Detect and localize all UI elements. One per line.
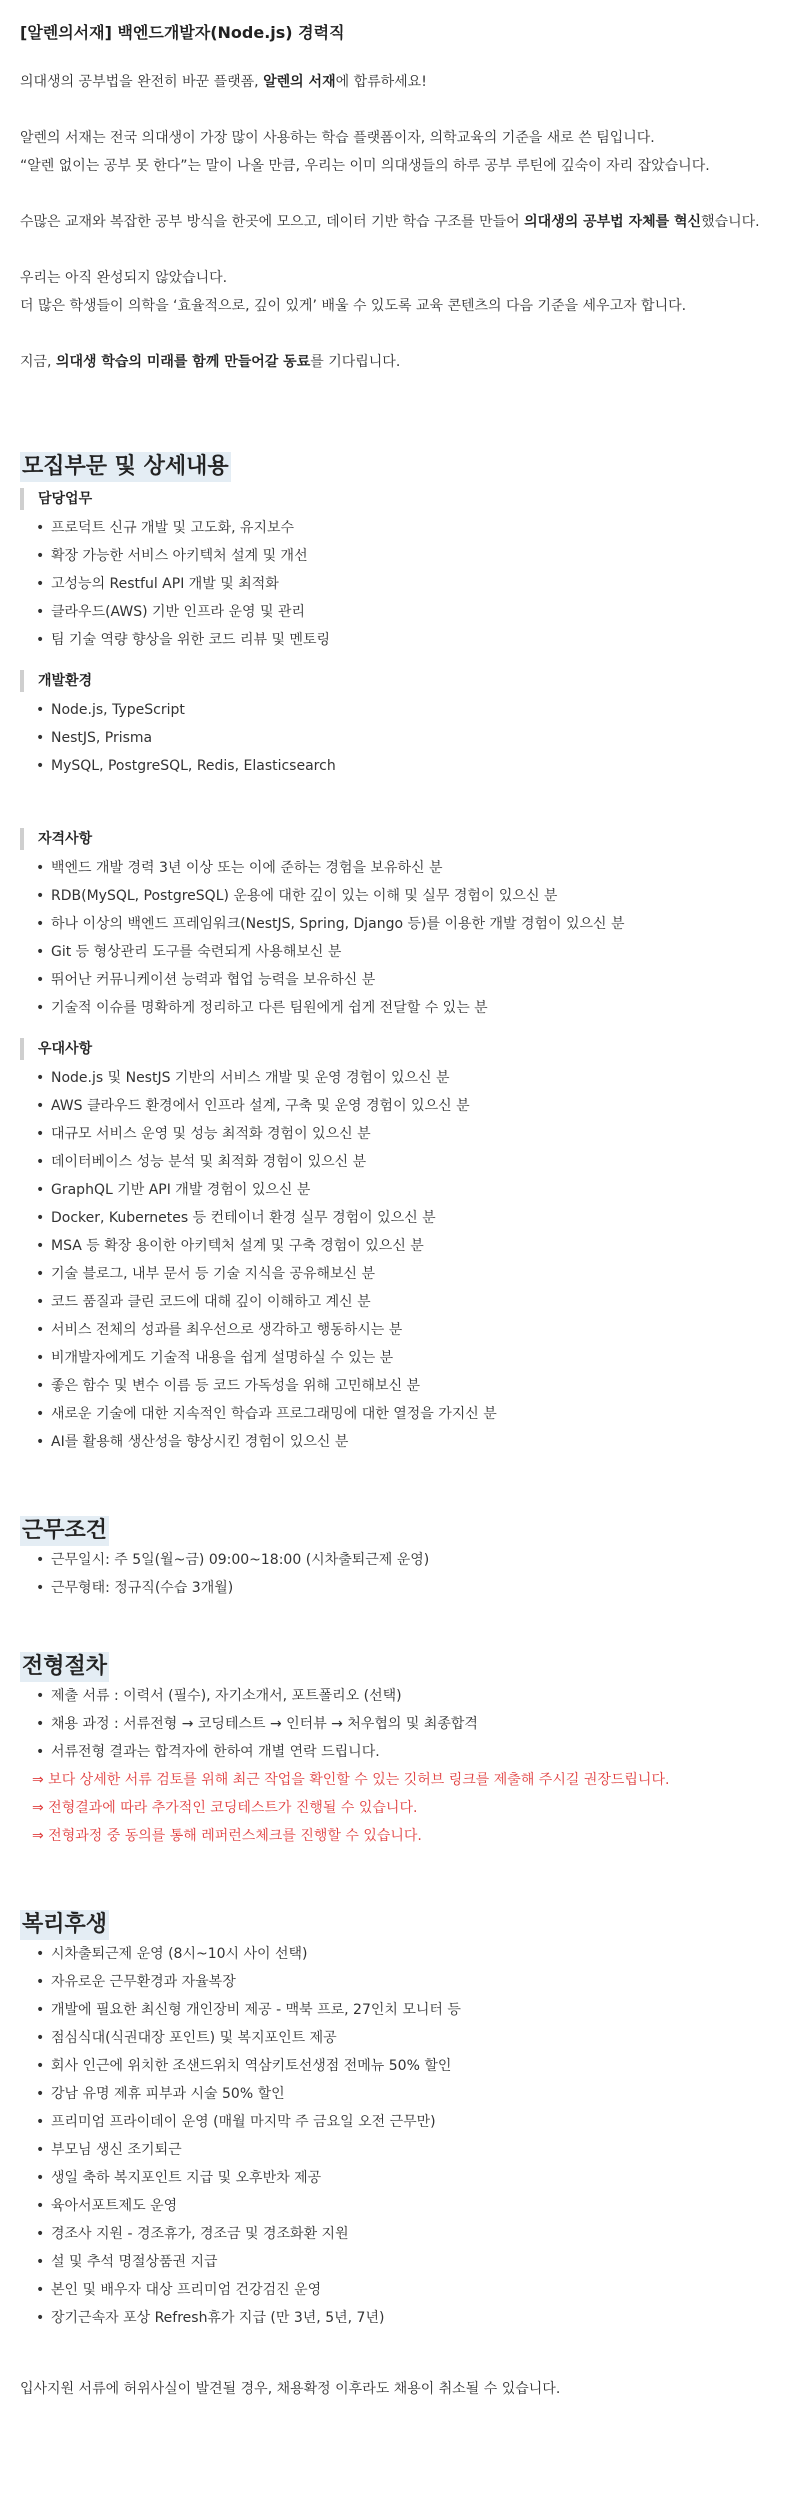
list-item-text: 서류전형 결과는 합격자에 한하여 개별 연락 드립니다. [51, 1744, 380, 1760]
bullet-icon: • [36, 604, 45, 620]
bullet-icon: • [36, 1126, 45, 1142]
intro [20, 68, 780, 376]
list-item [36, 2304, 780, 2332]
list-item [36, 696, 780, 724]
list-item [36, 2164, 780, 2192]
bullet-icon: • [36, 730, 45, 746]
intro-line: 의대생의 공부법을 완전히 바꾼 플랫폼, 알렌의 서재에 합류하세요! [20, 74, 427, 90]
subtitle-duties: 담당업무 [20, 488, 780, 510]
list-item [36, 994, 780, 1022]
list-item-text: 개발에 필요한 최신형 개인장비 제공 - 맥북 프로, 27인치 모니터 등 [51, 2002, 461, 2018]
intro-line: 알렌의 서재는 전국 의대생이 가장 많이 사용하는 학습 플랫폼이자, 의학교육의 기준을 새로 쓴 팀입니다. [20, 130, 655, 146]
bullet-icon: • [36, 2198, 45, 2214]
bullet-icon: • [36, 1070, 45, 1086]
list-item [36, 1176, 780, 1204]
list-item-text: 장기근속자 포상 Refresh휴가 지급 (만 3년, 5년, 7년) [51, 2310, 385, 2326]
bullet-icon: • [36, 2142, 45, 2158]
list-item-text: AI를 활용해 생산성을 향상시킨 경험이 있으신 분 [51, 1434, 349, 1450]
bullet-icon: • [36, 972, 45, 988]
intro-line: 수많은 교재와 복잡한 공부 방식을 한곳에 모으고, 데이터 기반 학습 구조를 만들어 의대생의 공부법 자체를 혁신했습니다. [20, 214, 760, 230]
subtitle-preferences: 우대사항 [20, 1038, 780, 1060]
list-item-text: 제출 서류 : 이력서 (필수), 자기소개서, 포트폴리오 (선택) [51, 1688, 402, 1704]
job-title: [알렌의서재] 백엔드개발자(Node.js) 경력직 [20, 23, 345, 42]
bullet-icon: • [36, 1154, 45, 1170]
bullet-icon: • [36, 2002, 45, 2018]
list-item [36, 1968, 780, 1996]
list-item-text: 회사 인근에 위치한 조샌드위치 역삼키토선생점 전메뉴 50% 할인 [51, 2058, 452, 2074]
list-item-text: 비개발자에게도 기술적 내용을 쉽게 설명하실 수 있는 분 [51, 1350, 394, 1366]
list-item [36, 1940, 780, 1968]
list-item [36, 1288, 780, 1316]
bullet-icon: • [36, 2226, 45, 2242]
list-item-text: 강남 유명 제휴 피부과 시술 50% 할인 [51, 2086, 285, 2102]
bullet-icon: • [36, 1210, 45, 1226]
list-item-text: 좋은 함수 및 변수 이름 등 코드 가독성을 위해 고민해보신 분 [51, 1378, 421, 1394]
bullet-icon: • [36, 1098, 45, 1114]
list-item-text: 프로덕트 신규 개발 및 고도화, 유지보수 [51, 520, 295, 536]
bullet-icon: • [36, 1294, 45, 1310]
list-item [36, 1738, 780, 1766]
list-item-text: 프리미엄 프라이데이 운영 (매월 마지막 주 금요일 오전 근무만) [51, 2114, 436, 2130]
bullet-icon: • [36, 2170, 45, 2186]
intro-line: “알렌 없이는 공부 못 한다”는 말이 나올 만큼, 우리는 이미 의대생들의 하루 공부 루틴에 깊숙이 자리 잡았습니다. [20, 158, 710, 174]
list-item-text: 부모님 생신 조기퇴근 [51, 2142, 182, 2158]
list-item [36, 2052, 780, 2080]
list-item-text: 채용 과정 : 서류전형 → 코딩테스트 → 인터뷰 → 처우협의 및 최종합격 [51, 1716, 478, 1732]
subtitle-env: 개발환경 [20, 670, 780, 692]
list-item [36, 1372, 780, 1400]
conditions-list [20, 1546, 780, 1602]
bullet-icon: • [36, 944, 45, 960]
list-item [36, 1682, 780, 1710]
list-item-text: 새로운 기술에 대한 지속적인 학습과 프로그래밍에 대한 열정을 가지신 분 [51, 1406, 497, 1422]
list-item [36, 626, 780, 654]
bullet-icon: • [36, 1744, 45, 1760]
process-note: ⇒ 전형과정 중 동의를 통해 레퍼런스체크를 진행할 수 있습니다. [32, 1828, 422, 1844]
list-item [36, 1996, 780, 2024]
list-item [36, 2024, 780, 2052]
list-item [36, 1232, 780, 1260]
qualifications-list [20, 854, 780, 1022]
list-item [36, 1064, 780, 1092]
bullet-icon: • [36, 2282, 45, 2298]
list-item [36, 2248, 780, 2276]
list-item-text: 대규모 서비스 운영 및 성능 최적화 경험이 있으신 분 [51, 1126, 371, 1142]
process-note: ⇒ 보다 상세한 서류 검토를 위해 최근 작업을 확인할 수 있는 깃허브 링크를 제출해 주시길 권장드립니다. [32, 1772, 670, 1788]
section-title-recruit: 모집부문 및 상세내용 [20, 452, 231, 482]
intro-line: 지금, 의대생 학습의 미래를 함께 만들어갈 동료를 기다립니다. [20, 354, 401, 370]
section-title-process: 전형절차 [20, 1652, 109, 1682]
list-item [36, 2108, 780, 2136]
bullet-icon: • [36, 2030, 45, 2046]
list-item [36, 1260, 780, 1288]
bullet-icon: • [36, 2114, 45, 2130]
duties-list [20, 514, 780, 654]
list-item-text: GraphQL 기반 API 개발 경험이 있으신 분 [51, 1182, 311, 1198]
process-notes [20, 1766, 780, 1850]
list-item-text: Git 등 형상관리 도구를 숙련되게 사용해보신 분 [51, 944, 342, 960]
bullet-icon: • [36, 2310, 45, 2326]
list-item [36, 1316, 780, 1344]
env-list [20, 696, 780, 780]
list-item [36, 910, 780, 938]
bullet-icon: • [36, 1552, 45, 1568]
bullet-icon: • [36, 1688, 45, 1704]
subtitle-qualifications: 자격사항 [20, 828, 780, 850]
list-item-text: 서비스 전체의 성과를 최우선으로 생각하고 행동하시는 분 [51, 1322, 403, 1338]
bullet-icon: • [36, 702, 45, 718]
list-item [36, 2220, 780, 2248]
list-item [36, 724, 780, 752]
bullet-icon: • [36, 1182, 45, 1198]
list-item [36, 1400, 780, 1428]
process-list [20, 1682, 780, 1766]
bullet-icon: • [36, 632, 45, 648]
list-item-text: 백엔드 개발 경력 3년 이상 또는 이에 준하는 경험을 보유하신 분 [51, 860, 443, 876]
list-item-text: 기술적 이슈를 명확하게 정리하고 다른 팀원에게 쉽게 전달할 수 있는 분 [51, 1000, 488, 1016]
list-item-text: MySQL, PostgreSQL, Redis, Elasticsearch [51, 758, 336, 774]
list-item [36, 514, 780, 542]
bullet-icon: • [36, 1406, 45, 1422]
footer-notice: 입사지원 서류에 허위사실이 발견될 경우, 채용확정 이후라도 채용이 취소될 수 있습니다. [20, 2381, 561, 2397]
bullet-icon: • [36, 2086, 45, 2102]
intro-line: 더 많은 학생들이 의학을 ‘효율적으로, 깊이 있게’ 배울 수 있도록 교육 콘텐츠의 다음 기준을 세우고자 합니다. [20, 298, 687, 314]
list-item [36, 598, 780, 626]
benefits-list [20, 1940, 780, 2332]
list-item [36, 542, 780, 570]
list-item-text: MSA 등 확장 용이한 아키텍처 설계 및 구축 경험이 있으신 분 [51, 1238, 424, 1254]
bullet-icon: • [36, 860, 45, 876]
bullet-icon: • [36, 888, 45, 904]
list-item [36, 2080, 780, 2108]
bullet-icon: • [36, 1580, 45, 1596]
list-item-text: 뛰어난 커뮤니케이션 능력과 협업 능력을 보유하신 분 [51, 972, 376, 988]
list-item-text: 코드 품질과 클린 코드에 대해 깊이 이해하고 계신 분 [51, 1294, 371, 1310]
list-item-text: 하나 이상의 백엔드 프레임워크(NestJS, Spring, Django 등)를 이용한 개발 경험이 있으신 분 [51, 916, 625, 932]
list-item [36, 2192, 780, 2220]
list-item [36, 966, 780, 994]
bullet-icon: • [36, 1434, 45, 1450]
list-item-text: 근무일시: 주 5일(월~금) 09:00~18:00 (시차출퇴근제 운영) [51, 1552, 430, 1568]
list-item [36, 752, 780, 780]
list-item [36, 1710, 780, 1738]
list-item-text: 고성능의 Restful API 개발 및 최적화 [51, 576, 279, 592]
bullet-icon: • [36, 576, 45, 592]
bullet-icon: • [36, 1974, 45, 1990]
bullet-icon: • [36, 1946, 45, 1962]
bullet-icon: • [36, 2254, 45, 2270]
bullet-icon: • [36, 548, 45, 564]
list-item [36, 1428, 780, 1456]
list-item [36, 2276, 780, 2304]
list-item-text: 확장 가능한 서비스 아키텍처 설계 및 개선 [51, 548, 308, 564]
bullet-icon: • [36, 1238, 45, 1254]
bullet-icon: • [36, 1350, 45, 1366]
process-note: ⇒ 전형결과에 따라 추가적인 코딩테스트가 진행될 수 있습니다. [32, 1800, 418, 1816]
list-item-text: 경조사 지원 - 경조휴가, 경조금 및 경조화환 지원 [51, 2226, 349, 2242]
bullet-icon: • [36, 1266, 45, 1282]
list-item-text: 데이터베이스 성능 분석 및 최적화 경험이 있으신 분 [51, 1154, 367, 1170]
intro-line: 우리는 아직 완성되지 않았습니다. [20, 270, 228, 286]
list-item [36, 938, 780, 966]
list-item-text: 팀 기술 역량 향상을 위한 코드 리뷰 및 멘토링 [51, 632, 331, 648]
list-item [36, 1092, 780, 1120]
section-title-benefits: 복리후생 [20, 1910, 109, 1940]
list-item [36, 1574, 780, 1602]
bullet-icon: • [36, 1378, 45, 1394]
list-item [36, 570, 780, 598]
list-item-text: NestJS, Prisma [51, 730, 153, 746]
list-item-text: Node.js, TypeScript [51, 702, 185, 718]
section-title-conditions: 근무조건 [20, 1516, 109, 1546]
bullet-icon: • [36, 2058, 45, 2074]
list-item-text: Node.js 및 NestJS 기반의 서비스 개발 및 운영 경험이 있으신 분 [51, 1070, 450, 1086]
list-item [36, 854, 780, 882]
list-item-text: 생일 축하 복지포인트 지급 및 오후반차 제공 [51, 2170, 322, 2186]
list-item [36, 2136, 780, 2164]
list-item-text: 점심식대(식권대장 포인트) 및 복지포인트 제공 [51, 2030, 337, 2046]
preferences-list [20, 1064, 780, 1456]
bullet-icon: • [36, 758, 45, 774]
list-item [36, 1344, 780, 1372]
list-item [36, 1546, 780, 1574]
list-item-text: AWS 클라우드 환경에서 인프라 설계, 구축 및 운영 경험이 있으신 분 [51, 1098, 470, 1114]
list-item [36, 1148, 780, 1176]
bullet-icon: • [36, 916, 45, 932]
list-item-text: 클라우드(AWS) 기반 인프라 운영 및 관리 [51, 604, 306, 620]
list-item-text: 설 및 추석 명절상품권 지급 [51, 2254, 218, 2270]
list-item [36, 1204, 780, 1232]
list-item-text: 기술 블로그, 내부 문서 등 기술 지식을 공유해보신 분 [51, 1266, 376, 1282]
list-item-text: RDB(MySQL, PostgreSQL) 운용에 대한 깊이 있는 이해 및 실무 경험이 있으신 분 [51, 888, 558, 904]
list-item-text: Docker, Kubernetes 등 컨테이너 환경 실무 경험이 있으신 분 [51, 1210, 436, 1226]
bullet-icon: • [36, 1716, 45, 1732]
bullet-icon: • [36, 520, 45, 536]
list-item-text: 근무형태: 정규직(수습 3개월) [51, 1580, 234, 1596]
list-item [36, 1120, 780, 1148]
list-item-text: 자유로운 근무환경과 자율복장 [51, 1974, 236, 1990]
list-item-text: 육아서포트제도 운영 [51, 2198, 178, 2214]
bullet-icon: • [36, 1000, 45, 1016]
list-item-text: 시차출퇴근제 운영 (8시~10시 사이 선택) [51, 1946, 308, 1962]
list-item [36, 882, 780, 910]
bullet-icon: • [36, 1322, 45, 1338]
list-item-text: 본인 및 배우자 대상 프리미엄 건강검진 운영 [51, 2282, 322, 2298]
